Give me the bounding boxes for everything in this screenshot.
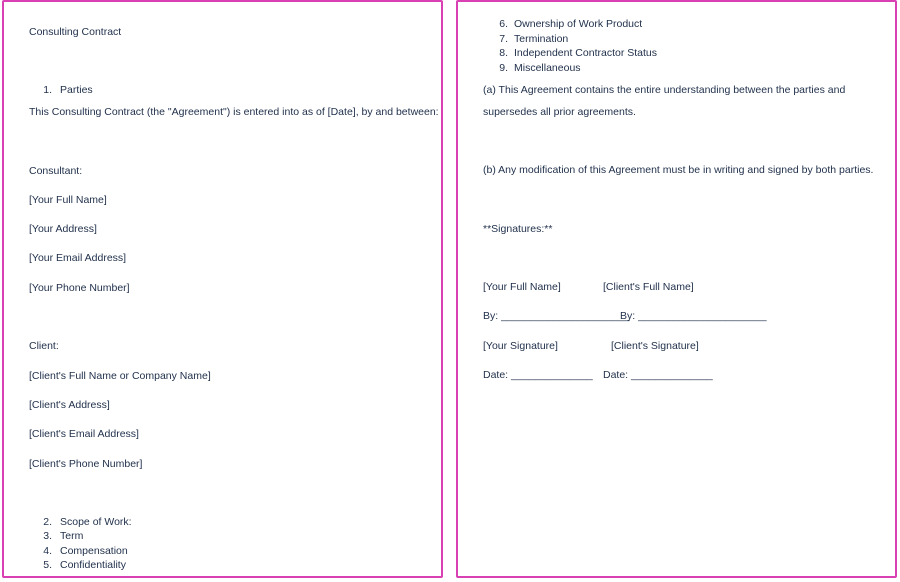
section-number: 7. [499,33,508,45]
client-address: [Client's Address] [29,399,110,411]
section-number: 2. [43,516,52,528]
consultant-full-name: [Your Full Name] [29,194,107,206]
section-heading-compensation: Compensation [60,545,128,557]
section-heading-term: Term [60,530,84,542]
signature-client-date-line: Date: ______________ [603,369,713,381]
signatures-heading: **Signatures:** [483,223,553,235]
client-email: [Client's Email Address] [29,428,139,440]
section-heading-confidentiality: Confidentiality [60,559,126,571]
section-heading-scope: Scope of Work: [60,516,132,528]
section-heading-ownership: Ownership of Work Product [514,18,643,30]
signature-your-name: [Your Full Name] [483,281,561,293]
client-phone: [Client's Phone Number] [29,458,143,470]
section-heading-parties: Parties [60,84,93,96]
client-heading: Client: [29,340,59,352]
consultant-address: [Your Address] [29,223,97,235]
document-page-right [456,0,897,578]
section-number: 4. [43,545,52,557]
signature-your-date-line: Date: ______________ [483,369,593,381]
consultant-heading: Consultant: [29,165,83,177]
section-number: 6. [499,18,508,30]
clause-b: (b) Any modification of this Agreement must be in writing and signed by both parties. [483,164,874,176]
consultant-phone: [Your Phone Number] [29,282,130,294]
section-heading-miscellaneous: Miscellaneous [514,62,581,74]
section-number: 8. [499,47,508,59]
document-title: Consulting Contract [29,26,122,38]
section-number: 9. [499,62,508,74]
clause-a-line1: (a) This Agreement contains the entire understanding between the parties and [483,84,846,96]
signature-your-signature: [Your Signature] [483,340,558,352]
signature-client-signature: [Client's Signature] [611,340,699,352]
signature-your-by-line: By: ______________________ [483,310,630,322]
section-heading-termination: Termination [514,33,569,45]
section-number: 1. [43,84,52,96]
section-heading-contractor-status: Independent Contractor Status [514,47,658,59]
clause-a-line2: supersedes all prior agreements. [483,106,636,118]
client-full-name: [Client's Full Name or Company Name] [29,370,211,382]
consultant-email: [Your Email Address] [29,252,127,264]
section-number: 3. [43,530,52,542]
signature-client-name: [Client's Full Name] [603,281,694,293]
signature-client-by-line: By: ______________________ [620,310,767,322]
document-page-left [2,0,443,578]
section-number: 5. [43,559,52,571]
agreement-intro: This Consulting Contract (the "Agreement") is entered into as of [Date], by and between: [29,106,439,118]
